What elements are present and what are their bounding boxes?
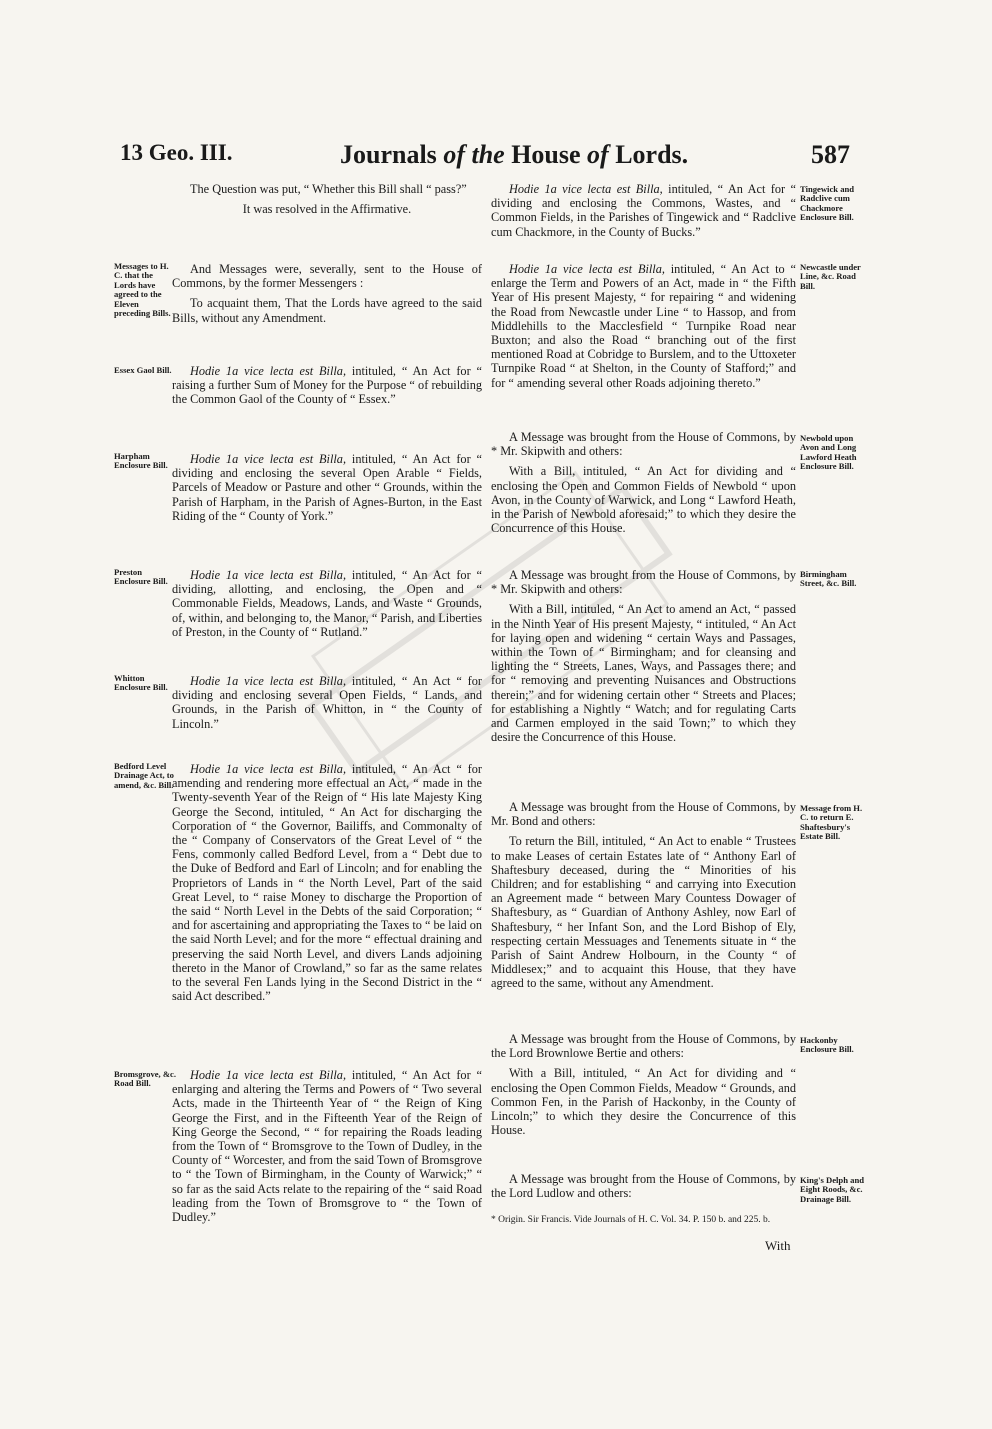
paragraph [172, 1068, 482, 1224]
kings-delph-entry [491, 1172, 796, 1206]
paragraph: A Message was brought from the House of Commons, by * Mr. Skipwith and others: [491, 568, 796, 597]
margin-note: Bromsgrove, &c. Road Bill. [114, 1069, 176, 1089]
harpham-entry [172, 452, 482, 529]
margin-note: Newcastle under Line, &c. Road Bill. [800, 262, 861, 291]
whitton-entry [172, 674, 482, 737]
birmingham-entry [491, 568, 796, 750]
title-part: of [587, 140, 609, 169]
bill-text: intituled, “ An Act for “ dividing, allotting, and enclosing, the Open and “ Commonable Fields, Meadows, Lands, and Waste “ Grounds, of, within, and belonging to, the Manor, “ Parish, and Liberties of Preston, in the County of “ Rutland.” [172, 568, 482, 639]
paragraph: To acquaint them, That the Lords have agreed to the said Bills, without any Amendment. [172, 296, 482, 325]
newcastle-entry [491, 262, 796, 396]
bill-text: intituled, “ An Act to “ enlarge the Term and Powers of an Act, made in “ the Fifth Year of His present Majesty, “ for repairing “ and widening the Road from Newcastle under Line “ to Hassop, and from Middlehills to the Macclesfield “ Turnpike Road near Buxton; and also the Road “ branching out of the first mentioned Road at Cobridge to Burslem, and to the Uttoxeter Turnpike Road “ at Shelton, in the County of Stafford;” and for “ amending several other Roads adjoining thereto.” [491, 262, 796, 390]
title-part: House [504, 140, 588, 169]
margin-note: Essex Gaol Bill. [114, 365, 172, 375]
hodie-formula: Hodie 1a vice lecta est Billa, [190, 452, 347, 466]
catchword: With [765, 1238, 791, 1253]
paragraph: With a Bill, intituled, “ An Act to amend an Act, “ passed in the Ninth Year of His present Majesty, “ intituled, “ An Act for laying open and widening “ certain Ways and Passages, within the Town of “ Birmingham; and for cleansing and lighting the “ Streets, Lanes, Ways, and Passages there; and for “ removing and preventing Nuisances and Obstructions therein;” and for widening certain other “ Streets and Places; for establishing a Nightly “ Watch; and for regulating Carts and Carmen employed in the said Town;” to which they desire the Concurrence of this House. [491, 602, 796, 745]
preston-entry [172, 568, 482, 645]
margin-note: Message from H. C. to return E. Shaftesbury's Estate Bill. [800, 803, 863, 842]
margin-note: Preston Enclosure Bill. [114, 567, 168, 587]
title-part: Lords. [608, 140, 689, 169]
paragraph: A Message was brought from the House of Commons, by * Mr. Skipwith and others: [491, 430, 796, 459]
page-number: 587 [811, 140, 850, 169]
paragraph [491, 182, 796, 239]
paragraph: The Question was put, “ Whether this Bill shall “ pass?” [190, 182, 467, 196]
regnal-year: 13 Geo. III. [120, 140, 233, 165]
margin-note: Harpham Enclosure Bill. [114, 451, 168, 471]
hodie-formula: Hodie 1a vice lecta est Billa, [509, 182, 663, 196]
messages-entry [172, 262, 482, 331]
margin-note: Messages to H. C. that the Lords have agreed to the Eleven preceding Bills. [114, 261, 171, 319]
margin-note: Bedford Level Drainage Act, to amend, &c. Bill. [114, 761, 174, 790]
paragraph [172, 568, 482, 639]
hodie-formula: Hodie 1a vice lecta est Billa, [190, 674, 347, 688]
bill-text: intituled, “ An Act for “ raising a further Sum of Money for the Purpose “ of rebuilding the Common Gaol of the County of “ Essex.” [172, 364, 482, 407]
margin-note: Tingewick and Radclive cum Chackmore Enclosure Bill. [800, 184, 855, 223]
bill-text: intituled, “ An Act “ for amending and rendering more effectual an Act, “ made in the Twenty-seventh Year of the Reign of “ His late Majesty King George the Second, intituled, “ An Act for discharging the Corporation of “ the Governor, Bailiffs, and Commonalty of the “ Company of Conservators of the Great Level of “ the Fens, commonly called Bedford Level, from a “ Debt due to the Duke of Bedford and Earl of Lincoln; and for enabling the Proprietors of Lands in “ the North Level, Part of the said Great Level, to “ raise Money to discharge the Proportion of the said “ North Level in the Debts of the said Corporation; “ and for ascertaining and appropriating the Taxes to “ be laid on the said North Level; and for the more “ effectual draining and preserving the said North Level, and divers Lands adjoining thereto in the Manor of Crowland,” so far as the same relates to the several Fen Lands lying in the Second District in the “ said Act described.” [172, 762, 482, 1004]
hodie-formula: Hodie 1a vice lecta est Billa, [190, 762, 347, 776]
title-part: Journals [340, 140, 444, 169]
question-entry [172, 182, 482, 222]
page-header [120, 140, 850, 180]
shaftesbury-entry [491, 800, 796, 997]
paragraph [172, 762, 482, 1003]
margin-note: Hackonby Enclosure Bill. [800, 1035, 854, 1055]
bill-text: intituled, “ An Act “ for dividing and enclosing several Open Fields, “ Lands, and Grounds, in the Parish of Whitton, in “ the County of Lincoln.” [172, 674, 482, 731]
hodie-formula: Hodie 1a vice lecta est Billa, [190, 364, 347, 378]
paragraph [491, 262, 796, 390]
paragraph: And Messages were, severally, sent to the House of Commons, by the former Messengers : [172, 262, 482, 291]
paragraph [172, 674, 482, 731]
bromsgrove-entry [172, 1068, 482, 1230]
margin-note: King's Delph and Eight Roods, &c. Drainage Bill. [800, 1175, 864, 1204]
hackonby-entry [491, 1032, 796, 1143]
hodie-formula: Hodie 1a vice lecta est Billa, [509, 262, 665, 276]
paragraph: With a Bill, intituled, “ An Act for dividing and “ enclosing the Open and Common Fields of Newbold “ upon Avon, in the County of Warwick, and Long “ Lawford Heath, in the Parish of Newbold aforesaid;” to which they desire the Concurrence of this House. [491, 464, 796, 536]
newbold-entry [491, 430, 796, 541]
footnote: * Origin. Sir Francis. Vide Journals of H. C. Vol. 34. P. 150 b. and 225. b. [491, 1215, 771, 1225]
hodie-formula: Hodie 1a vice lecta est Billa, [190, 1068, 347, 1082]
hodie-formula: Hodie 1a vice lecta est Billa, [190, 568, 347, 582]
paragraph [172, 364, 482, 407]
paragraph: It was resolved in the Affirmative. [242, 202, 412, 217]
margin-note: Newbold upon Avon and Long Lawford Heath Enclosure Bill. [800, 433, 857, 472]
title-part: of the [443, 140, 505, 169]
bill-text: intituled, “ An Act for “ dividing and enclosing the several Open Arable “ Fields, Parcels of Meadow or Pasture and other “ Grounds, within the Parish of Harpham, in the Parish of Agnes-Burton, in the East Riding of the “ County of York.” [172, 452, 482, 523]
paragraph [172, 452, 482, 523]
running-title [340, 140, 688, 170]
paragraph: A Message was brought from the House of Commons, by the Lord Brownlowe Bertie and others: [491, 1032, 796, 1061]
paragraph: A Message was brought from the House of Commons, by the Lord Ludlow and others: [491, 1172, 796, 1201]
paragraph: A Message was brought from the House of Commons, by Mr. Bond and others: [491, 800, 796, 829]
paragraph: With a Bill, intituled, “ An Act for dividing and “ enclosing the Open Common Fields, Meadow “ Grounds, and Common Fen, in the Parish of Hackonby, in the County of Lincoln;” to which they desire the Concurrence of this House. [491, 1066, 796, 1138]
margin-note: Whitton Enclosure Bill. [114, 673, 168, 693]
paragraph: To return the Bill, intituled, “ An Act to enable “ Trustees to make Leases of certain Estates late of “ Anthony Earl of Shaftesbury deceased, during the “ Minorities of his Children; and for establishing “ and carrying into Execution an Agreement made “ between Mary Countess Dowager of Shaftesbury, as “ Guardian of Anthony Ashley, now Earl of Shaftesbury, “ her Infant Son, and the Lord Bishop of Ely, respecting certain Messuages and Tenements situate in “ the Parish of Saint Andrew Holbourn, in the County “ of Middlesex;” and to acquaint this House, that they have agreed to the same, without any Amendment. [491, 834, 796, 991]
tingewick-entry [491, 182, 796, 245]
bill-text: intituled, “ An Act for “ dividing and enclosing the Commons, Wastes, and “ Common Fields, in the Parishes of Tingewick and “ Radclive cum Chackmore, in the County of Bucks.” [491, 182, 796, 239]
margin-note: Birmingham Street, &c. Bill. [800, 569, 857, 589]
bill-text: intituled, “ An Act for “ enlarging and altering the Terms and Powers of “ Two several Acts, made in the Thirteenth Year of “ the Reign of King George the First, and in the Fifteenth Year of the Reign of King George the Second, “ “ for repairing the Roads leading from the Town of “ Bromsgrove to the Town of Dudley, in the County of “ Worcester, and from the said Town of Bromsgrove to “ the Town of Birmingham, in the County of Warwick;” “ so far as the said Acts relate to the repairing of the “ said Road leading from the Town of Bromsgrove to “ the Town of Dudley.” [172, 1068, 482, 1225]
bedford-level-entry [172, 762, 482, 1009]
essex-gaol-entry [172, 364, 482, 413]
